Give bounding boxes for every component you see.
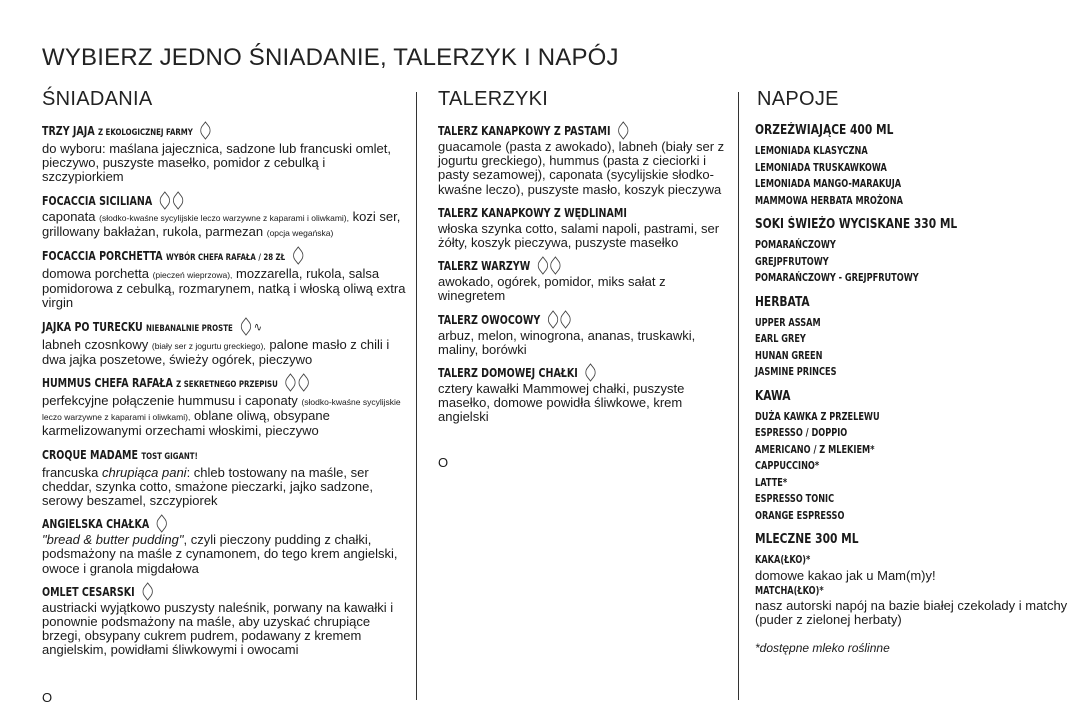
item-title: TALERZ KANAPKOWY Z WĘDLINAMI xyxy=(438,205,627,220)
item-description: do wyboru: maślana jajecznica, sadzone lub francuski omlet, pieczywo, puszyste masełko, pomidor z cebulką i szczypiorkiem xyxy=(42,141,392,185)
item-title: HUMMUS CHEFA RAFAŁA xyxy=(42,376,173,391)
drink-group-title: HERBATA xyxy=(755,294,810,310)
item-title: TALERZ DOMOWEJ CHAŁKI xyxy=(438,366,578,381)
drink-group-title: MLECZNE 300 ML xyxy=(755,532,859,547)
item-description: "bread & butter pudding", czyli pieczony pudding z chałki, podsmażony na maśle z cynamonem, do tego krem angielski, owoce i granola migdałowa xyxy=(42,532,398,576)
vegetarian-leaf-icon xyxy=(155,515,169,533)
item-tag: WYBÓR CHEFA RAFAŁA / 28 ZŁ xyxy=(165,253,286,264)
plates-heading: TALERZYKI xyxy=(438,88,549,110)
drink-description: nasz autorski napój na bazie białej czekolady i matchy (puder z zielonej herbaty) xyxy=(755,598,1068,627)
menu-item xyxy=(438,123,734,197)
item-description: arbuz, melon, winogrona, ananas, truskawki, maliny, borówki xyxy=(438,327,696,357)
drink-item: POMARAŃCZOWY xyxy=(755,239,836,251)
chili-icon: ∿ xyxy=(253,319,262,334)
drink-description: domowe kakao jak u Mam(m)y! xyxy=(755,567,936,583)
drink-item: ESPRESSO TONIC xyxy=(755,493,835,505)
vegetarian-leaf-icon xyxy=(284,373,298,391)
item-tag: Z SEKRETNEGO PRZEPISU xyxy=(176,380,278,391)
item-description: guacamole (pasta z awokado), labneh (biały ser z jogurtu greckiego), hummus (pasta z cieciorki i pasty sezamowej), caponata (sycylijskie słodko-kwaśne leczo), puszyste masło, koszyk pieczywa xyxy=(438,139,725,197)
column-divider xyxy=(416,92,417,700)
drinks-heading: NAPOJE xyxy=(757,88,839,110)
item-title: TALERZ KANAPKOWY Z PASTAMI xyxy=(438,124,611,138)
vegan-option-leaf-icon xyxy=(171,191,185,209)
circle-mark: O xyxy=(438,454,449,470)
menu-item xyxy=(42,375,410,439)
drink-item: MAMMOWA HERBATA MROŻONA xyxy=(755,194,903,207)
item-title: TALERZ WARZYW xyxy=(438,259,531,274)
vegetarian-leaf-icon xyxy=(140,582,154,600)
drink-item: DUŻA KAWKA Z PRZELEWU xyxy=(755,410,880,423)
item-description: domowa porchetta (pieczeń wieprzowa), mozzarella, rukola, salsa pomidorowa z cebulką, rozmarynem, natką i włoską oliwą extra virgin xyxy=(42,266,406,311)
item-description: perfekcyjne połączenie hummusu i caponaty (słodko-kwaśne sycylijskie leczo warzywne z kaparami i oliwkami), oblane oliwą, obsypane karmelizowanymi orzechami włoskimi, pieczywo xyxy=(42,393,401,439)
menu-item xyxy=(42,248,410,311)
drink-item: CAPPUCCINO* xyxy=(755,460,820,472)
drink-item: POMARAŃCZOWY - GREJPFRUTOWY xyxy=(755,272,919,284)
drink-group-title: SOKI ŚWIEŻO WYCISKANE 330 ML xyxy=(755,217,958,232)
menu-item xyxy=(42,123,410,185)
vegetarian-leaf-icon xyxy=(584,363,598,381)
breakfast-column xyxy=(42,88,410,666)
vegetarian-leaf-icon xyxy=(291,246,305,264)
plates-column xyxy=(438,88,734,470)
drink-group xyxy=(755,389,1075,525)
item-description: caponata (słodko-kwaśne sycylijskie leczo warzywne z kaparami i oliwkami), kozi ser, grillowany bakłażan, rukola, parmezan (opcja wegańska) xyxy=(42,208,401,239)
drink-group xyxy=(755,217,1075,287)
menu-item xyxy=(42,193,410,240)
drink-group xyxy=(755,123,1075,209)
drink-item: LEMONIADA KLASYCZNA xyxy=(755,145,868,157)
vegetarian-leaf-icon xyxy=(546,310,560,328)
footnote: *dostępne mleko roślinne xyxy=(755,641,890,655)
vegan-leaf-icon xyxy=(548,257,562,275)
menu-item xyxy=(42,447,410,509)
drink-group xyxy=(755,295,1075,381)
item-title: JAJKA PO TURECKU xyxy=(42,319,143,334)
item-tag: Z EKOLOGICZNEJ FARMY xyxy=(98,128,193,138)
page-title: WYBIERZ JEDNO ŚNIADANIE, TALERZYK I NAPÓJ xyxy=(42,44,619,71)
item-description: francuska chrupiąca pani: chleb tostowany na maśle, ser cheddar, szynka cotto, smażone pieczarki, jajko sadzone, serowy beszamel, szczypiorek xyxy=(42,464,373,509)
item-title: FOCACCIA SICILIANA xyxy=(42,193,153,208)
drink-item: AMERICANO / Z MLEKIEM* xyxy=(755,443,875,456)
drink-item: HUNAN GREEN xyxy=(755,349,823,362)
item-title: OMLET CESARSKI xyxy=(42,584,135,599)
item-title: TRZY JAJA xyxy=(42,124,95,138)
item-title: CROQUE MADAME xyxy=(42,447,139,462)
item-title: FOCACCIA PORCHETTA xyxy=(42,249,163,264)
vegetarian-leaf-icon xyxy=(536,257,550,275)
drink-group-title: KAWA xyxy=(755,388,791,404)
menu-item xyxy=(438,312,734,357)
vegan-leaf-icon xyxy=(558,310,572,328)
item-description: włoska szynka cotto, salami napoli, pastrami, ser żółty, koszyk pieczywa, puszyste masełko xyxy=(438,220,720,251)
menu-item xyxy=(42,516,410,576)
vegan-leaf-icon xyxy=(297,373,311,391)
item-tag: NIEBANALNIE PROSTE xyxy=(146,323,233,334)
item-tag: TOST GIGANT! xyxy=(141,451,198,462)
drink-item: MATCHA(ŁKO)* xyxy=(755,584,824,597)
drink-item: KAKA(ŁKO)* xyxy=(755,554,811,566)
menu-item xyxy=(438,365,734,425)
drinks-column xyxy=(755,88,1075,655)
drink-item: LEMONIADA MANGO-MARAKUJA xyxy=(755,178,902,190)
item-description: austriacki wyjątkowo puszysty naleśnik, porwany na kawałki i ponownie podsmażony na maśle, aby uzyskać chrupiące brzegi, obsypany cukrem pudrem, podawany z kremem angielskim, powidłami śliwkowymi i owocami xyxy=(42,599,394,658)
item-description: labneh czosnkowy (biały ser z jogurtu greckiego), palone masło z chili i dwa jajka poszetowe, świeży ogórek, pieczywo xyxy=(42,336,390,367)
drink-item: LATTE* xyxy=(755,476,788,489)
drink-item: LEMONIADA TRUSKAWKOWA xyxy=(755,161,887,174)
vegetarian-leaf-icon xyxy=(158,191,172,209)
circle-mark: O xyxy=(42,690,53,705)
menu-item xyxy=(438,205,734,250)
breakfast-heading: ŚNIADANIA xyxy=(42,88,153,110)
menu-item xyxy=(42,319,410,367)
item-title: ANGIELSKA CHAŁKA xyxy=(42,517,150,532)
item-description: cztery kawałki Mammowej chałki, puszyste masełko, domowe powidła śliwkowe, krem angielski xyxy=(438,381,685,425)
vegetarian-leaf-icon xyxy=(238,317,252,335)
item-description: awokado, ogórek, pomidor, miks sałat z winegretem xyxy=(438,274,666,304)
drink-item: GREJPFRUTOWY xyxy=(755,255,829,268)
column-divider xyxy=(738,92,739,700)
drink-item: ORANGE ESPRESSO xyxy=(755,509,845,522)
drink-item: ESPRESSO / DOPPIO xyxy=(755,427,848,439)
vegetarian-leaf-icon xyxy=(199,121,213,139)
drink-group-title: ORZEŹWIAJĄCE 400 ML xyxy=(755,123,894,138)
drink-item: UPPER ASSAM xyxy=(755,316,821,329)
drink-item: JASMINE PRINCES xyxy=(755,366,837,378)
vegetarian-leaf-icon xyxy=(616,121,630,139)
menu-item xyxy=(42,584,410,658)
drink-group xyxy=(755,532,1075,627)
menu-item xyxy=(438,258,734,303)
drink-item: EARL GREY xyxy=(755,333,806,345)
item-title: TALERZ OWOCOWY xyxy=(438,312,541,327)
